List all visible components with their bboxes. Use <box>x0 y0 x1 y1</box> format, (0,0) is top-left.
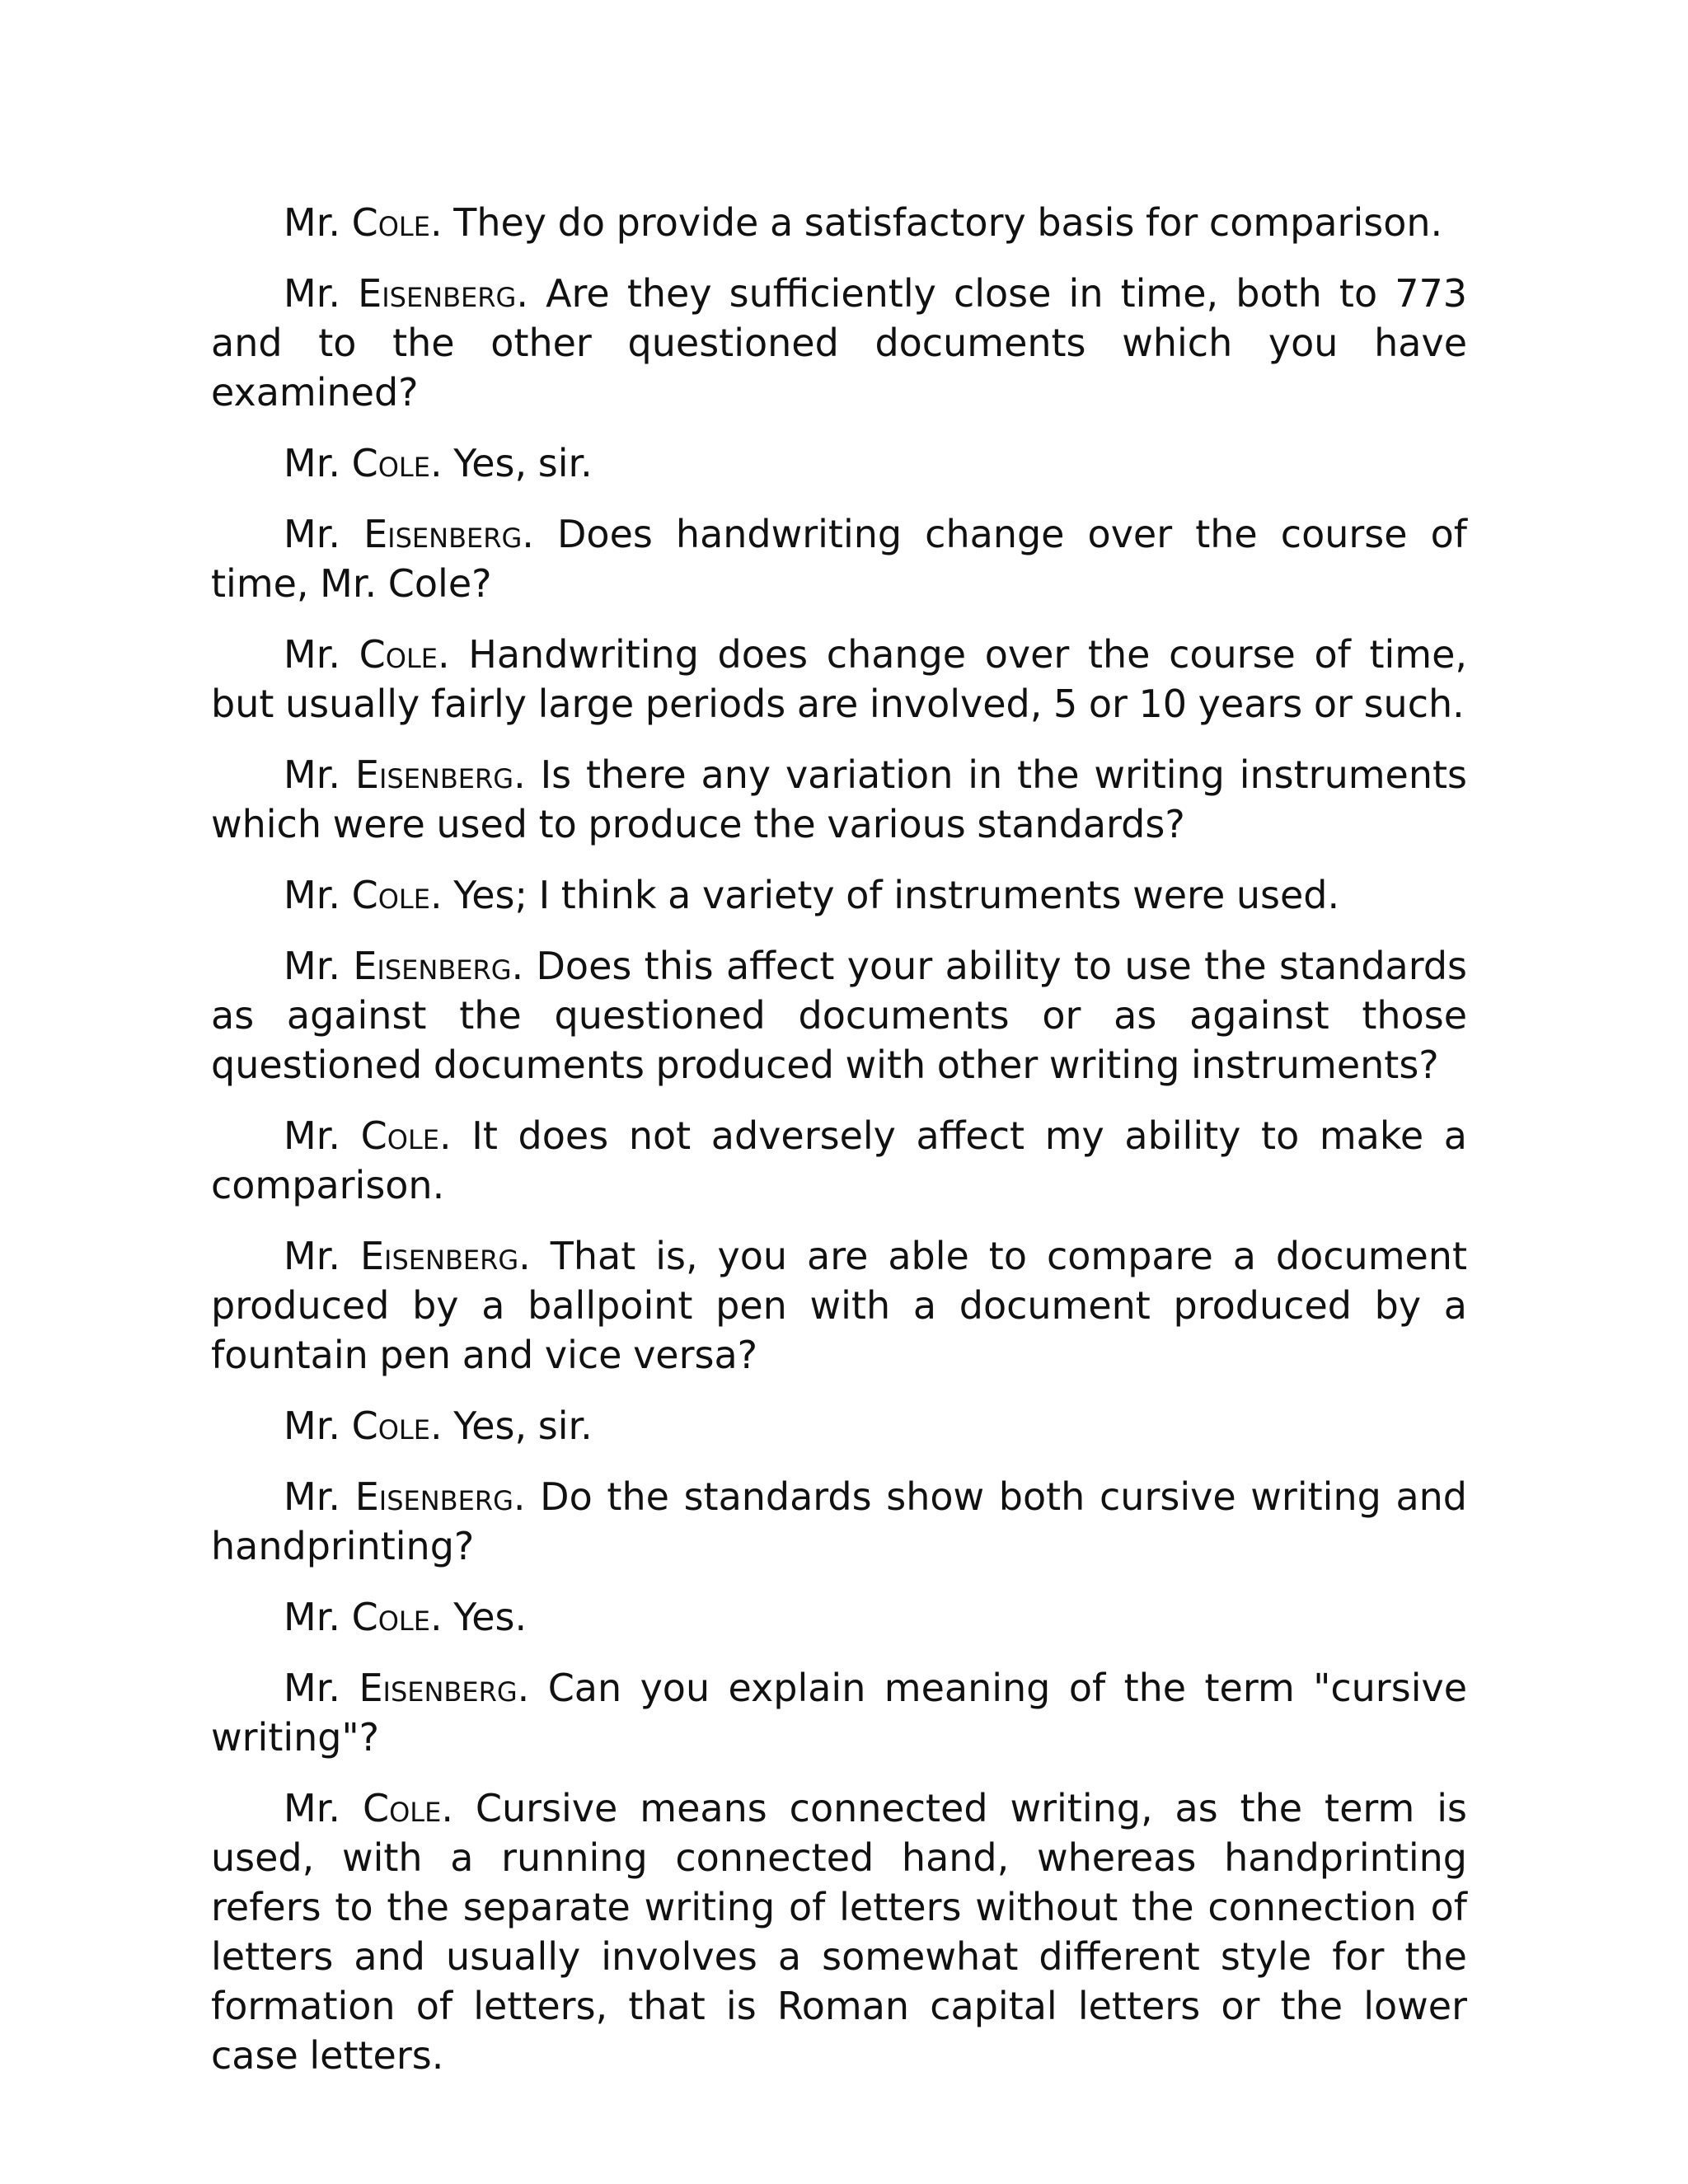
speaker-title: Mr. <box>284 200 340 245</box>
paragraph-text: Yes, sir. <box>453 1404 593 1448</box>
speaker-title: Mr. <box>284 441 340 485</box>
paragraph-text: Does handwriting change over the course of time, Mr. Cole? <box>211 512 1467 606</box>
speaker-title: Mr. <box>284 944 340 988</box>
paragraph-text: Yes, sir. <box>453 441 593 485</box>
speaker-name: Cole <box>362 1786 442 1830</box>
paragraph-text: Does this affect your ability to use the standards as against the questioned documents or as against those questioned documents produced with other writing instruments? <box>211 944 1468 1087</box>
speaker-title: Mr. <box>284 1113 340 1158</box>
transcript-paragraph: Mr. Eisenberg. Do the standards show both cursive writing and handprinting? <box>211 1474 1468 1568</box>
speaker-name: Cole <box>351 441 430 485</box>
speaker-title: Mr. <box>284 752 340 797</box>
transcript-paragraph: Mr. Eisenberg. Does handwriting change over the course of time, Mr. Cole? <box>211 512 1467 606</box>
speaker-name: Cole <box>360 1113 440 1158</box>
transcript-paragraph: Mr. Cole. It does not adversely affect my ability to make a comparison. <box>211 1113 1467 1207</box>
paragraph-text: They do provide a satisfactory basis for comparison. <box>453 200 1443 245</box>
transcript-paragraph: Mr. Cole. Yes, sir. <box>284 1404 593 1448</box>
transcript-page <box>211 198 1467 2102</box>
paragraph-text: Handwriting does change over the course of time, but usually fairly large periods are involved, 5 or 10 years or such. <box>211 632 1468 726</box>
speaker-name: Cole <box>351 873 430 917</box>
speaker-name: Eisenberg <box>359 1234 519 1278</box>
transcript-paragraph: Mr. Cole. Yes, sir. <box>284 441 593 485</box>
paragraph-text: It does not adversely affect my ability to make a comparison. <box>211 1113 1467 1207</box>
paragraph-text: Can you explain meaning of the term "cursive writing"? <box>211 1666 1467 1760</box>
speaker-name: Cole <box>351 1595 430 1639</box>
speaker-title: Mr. <box>284 632 340 677</box>
speaker-name: Cole <box>351 1404 430 1448</box>
transcript-paragraph: Mr. Eisenberg. Does this affect your ability to use the standards as against the questioned documents or as against those questioned documents produced with other writing instruments? <box>211 944 1468 1087</box>
transcript-paragraph: Mr. Eisenberg. That is, you are able to compare a document produced by a ballpoint pen with a document produced by a fountain pen and vice versa? <box>211 1234 1467 1377</box>
transcript-paragraph: Mr. Cole. They do provide a satisfactory basis for comparison. <box>284 200 1443 245</box>
speaker-name: Eisenberg <box>358 271 517 316</box>
speaker-title: Mr. <box>284 512 340 556</box>
speaker-name: Eisenberg <box>354 1474 513 1519</box>
speaker-name: Cole <box>351 200 430 245</box>
speaker-title: Mr. <box>284 1595 340 1639</box>
speaker-title: Mr. <box>284 1786 340 1830</box>
transcript-paragraph: Mr. Eisenberg. Are they sufficiently close in time, both to 773 and to the other questioned documents which you have examined? <box>211 271 1468 415</box>
speaker-name: Eisenberg <box>359 1666 518 1710</box>
speaker-title: Mr. <box>284 1666 340 1710</box>
speaker-title: Mr. <box>284 271 340 316</box>
transcript-paragraph: Mr. Eisenberg. Can you explain meaning of the term "cursive writing"? <box>211 1666 1467 1760</box>
speaker-title: Mr. <box>284 873 340 917</box>
transcript-paragraph: Mr. Cole. Handwriting does change over the course of time, but usually fairly large periods are involved, 5 or 10 years or such. <box>211 632 1468 726</box>
paragraph-text: Yes. <box>453 1595 528 1639</box>
paragraph-text: Are they sufficiently close in time, both to 773 and to the other questioned documents which you have examined? <box>211 271 1468 415</box>
speaker-title: Mr. <box>284 1234 340 1278</box>
paragraph-text: Yes; I think a variety of instruments were used. <box>453 873 1340 917</box>
paragraph-text: That is, you are able to compare a document produced by a ballpoint pen with a document produced by a fountain pen and vice versa? <box>211 1234 1467 1377</box>
speaker-title: Mr. <box>284 1404 340 1448</box>
paragraph-text: Cursive means connected writing, as the term is used, with a running connected hand, whereas handprinting refers to the separate writing of letters without the connection of letters and usually involves a somewhat different style for the formation of letters, that is Roman capital letters or the lower case letters. <box>211 1786 1467 2078</box>
transcript-paragraph: Mr. Cole. Yes; I think a variety of instruments were used. <box>284 873 1340 917</box>
transcript-paragraph: Mr. Cole. Cursive means connected writing, as the term is used, with a running connected hand, whereas handprinting refers to the separate writing of letters without the connection of letters and usually involves a somewhat different style for the formation of letters, that is Roman capital letters or the lower case letters. <box>211 1786 1467 2078</box>
transcript-paragraph: Mr. Eisenberg. Is there any variation in the writing instruments which were used to produce the various standards? <box>211 752 1468 846</box>
paragraph-text: Do the standards show both cursive writing and handprinting? <box>211 1474 1468 1568</box>
speaker-title: Mr. <box>284 1474 340 1519</box>
speaker-name: Cole <box>359 632 438 677</box>
paragraph-text: Is there any variation in the writing instruments which were used to produce the various standards? <box>211 752 1468 846</box>
speaker-name: Eisenberg <box>354 752 514 797</box>
transcript-paragraph: Mr. Cole. Yes. <box>284 1595 528 1639</box>
speaker-name: Eisenberg <box>353 944 512 988</box>
speaker-name: Eisenberg <box>363 512 523 556</box>
